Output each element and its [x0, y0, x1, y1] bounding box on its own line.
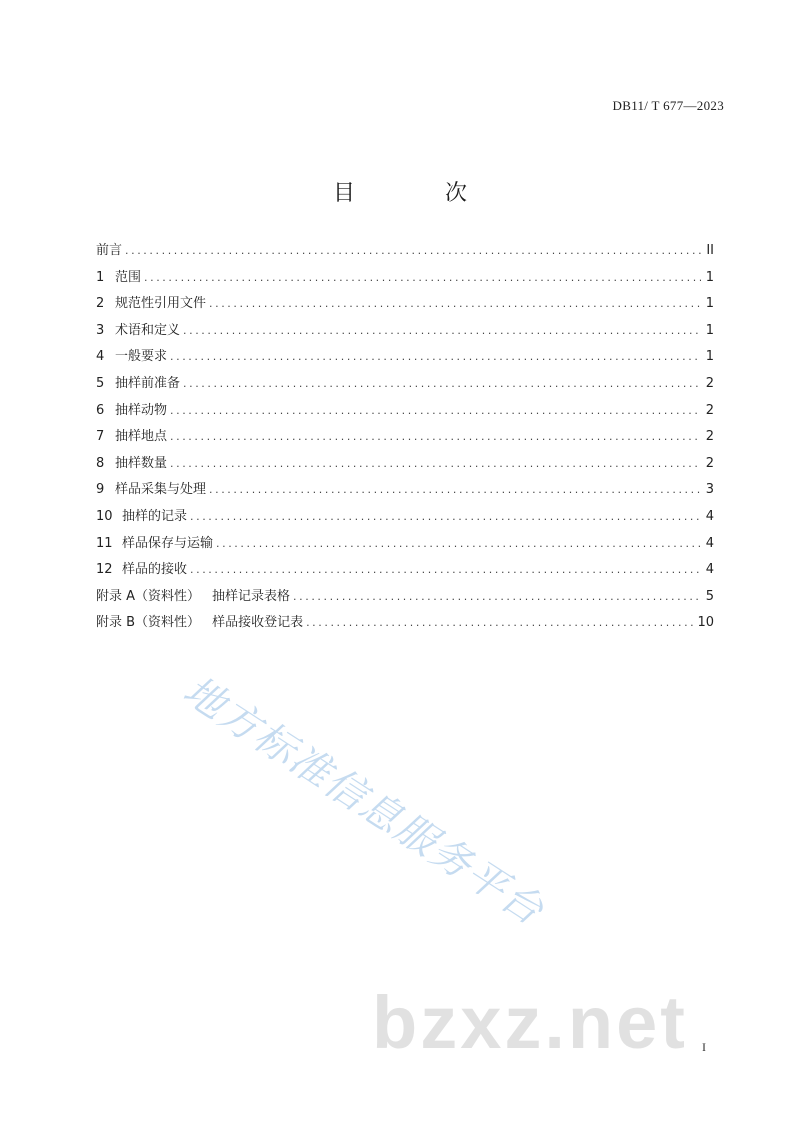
- standard-code: DB11/ T 677—2023: [612, 98, 724, 113]
- toc-entry-7[interactable]: [96, 424, 714, 451]
- toc-dot-leader: [190, 557, 701, 584]
- page-title: 目 次: [332, 181, 501, 206]
- toc-entry-appendix-a[interactable]: [96, 584, 714, 611]
- toc-entry-page: 5: [705, 588, 714, 604]
- toc-entry-3[interactable]: [96, 318, 714, 345]
- toc-entry-appendix-b[interactable]: [96, 610, 714, 637]
- toc-entry-number: 4: [96, 349, 105, 365]
- toc-entry-number: 11: [96, 535, 113, 551]
- toc-entry-8[interactable]: [96, 451, 714, 478]
- toc-dot-leader: [306, 610, 694, 637]
- toc-entry-label: 前言: [96, 243, 123, 258]
- toc-entry-page: 1: [705, 349, 714, 365]
- toc-entry-number: 2: [96, 296, 105, 312]
- toc-dot-leader: [183, 371, 701, 398]
- watermark-chinese: 地方标准信息服务平台: [175, 667, 553, 935]
- toc-entry-4[interactable]: [96, 344, 714, 371]
- toc-entry-number: 附录 A（资料性）: [96, 588, 201, 604]
- toc-entry-number: 8: [96, 455, 105, 471]
- toc-entry-number: 12: [96, 562, 113, 578]
- table-of-contents: [96, 238, 714, 637]
- toc-entry-page: 2: [705, 455, 714, 471]
- toc-entry-label: 一般要求: [115, 349, 168, 365]
- toc-dot-leader: [144, 265, 701, 292]
- toc-entry-page: 1: [705, 269, 714, 285]
- toc-entry-number: 7: [96, 429, 105, 445]
- toc-dot-leader: [209, 291, 701, 318]
- toc-entry-preface[interactable]: [96, 238, 714, 265]
- toc-entry-1[interactable]: [96, 265, 714, 292]
- toc-entry-5[interactable]: [96, 371, 714, 398]
- toc-entry-page: 2: [705, 402, 714, 418]
- toc-dot-leader: [209, 477, 701, 504]
- toc-entry-12[interactable]: [96, 557, 714, 584]
- toc-entry-page: 4: [705, 535, 714, 551]
- toc-dot-leader: [170, 451, 701, 478]
- toc-entry-page: 2: [705, 375, 714, 391]
- toc-dot-leader: [170, 424, 701, 451]
- toc-entry-2[interactable]: [96, 291, 714, 318]
- toc-dot-leader: [170, 398, 701, 425]
- toc-entry-10[interactable]: [96, 504, 714, 531]
- toc-entry-number: 5: [96, 375, 105, 391]
- toc-dot-leader: [125, 238, 701, 265]
- toc-dot-leader: [170, 344, 701, 371]
- toc-entry-label: 样品接收登记表: [212, 615, 304, 631]
- page-number: I: [702, 1040, 706, 1054]
- toc-entry-label: 样品采集与处理: [115, 482, 207, 498]
- toc-dot-leader: [216, 531, 701, 558]
- toc-entry-number: 附录 B（资料性）: [96, 615, 201, 631]
- toc-entry-page: 1: [705, 296, 714, 312]
- toc-dot-leader: [190, 504, 701, 531]
- toc-entry-label: 样品的接收: [122, 562, 188, 578]
- toc-entry-page: II: [706, 243, 714, 258]
- toc-entry-page: 4: [705, 508, 714, 524]
- toc-entry-label: 抽样的记录: [122, 508, 188, 524]
- watermark-site: bzxz.net: [372, 981, 688, 1064]
- toc-dot-leader: [183, 318, 701, 345]
- toc-entry-number: 3: [96, 322, 105, 338]
- toc-entry-page: 3: [705, 482, 714, 498]
- toc-entry-page: 2: [705, 429, 714, 445]
- toc-entry-label: 范围: [115, 269, 142, 285]
- toc-entry-label: 抽样数量: [115, 455, 168, 471]
- toc-entry-page: 1: [705, 322, 714, 338]
- toc-entry-label: 抽样动物: [115, 402, 168, 418]
- toc-dot-leader: [293, 584, 701, 611]
- toc-entry-page: 10: [697, 615, 714, 631]
- toc-entry-label: 抽样记录表格: [212, 588, 291, 604]
- toc-entry-page: 4: [705, 562, 714, 578]
- toc-entry-label: 规范性引用文件: [115, 296, 207, 312]
- toc-entry-number: 1: [96, 269, 105, 285]
- toc-entry-9[interactable]: [96, 477, 714, 504]
- toc-entry-11[interactable]: [96, 531, 714, 558]
- toc-entry-label: 抽样地点: [115, 429, 168, 445]
- toc-entry-label: 样品保存与运输: [122, 535, 214, 551]
- toc-entry-number: 10: [96, 508, 113, 524]
- toc-entry-label: 术语和定义: [115, 322, 181, 338]
- toc-entry-6[interactable]: [96, 398, 714, 425]
- toc-entry-label: 抽样前准备: [115, 375, 181, 391]
- toc-entry-number: 9: [96, 482, 105, 498]
- toc-entry-number: 6: [96, 402, 105, 418]
